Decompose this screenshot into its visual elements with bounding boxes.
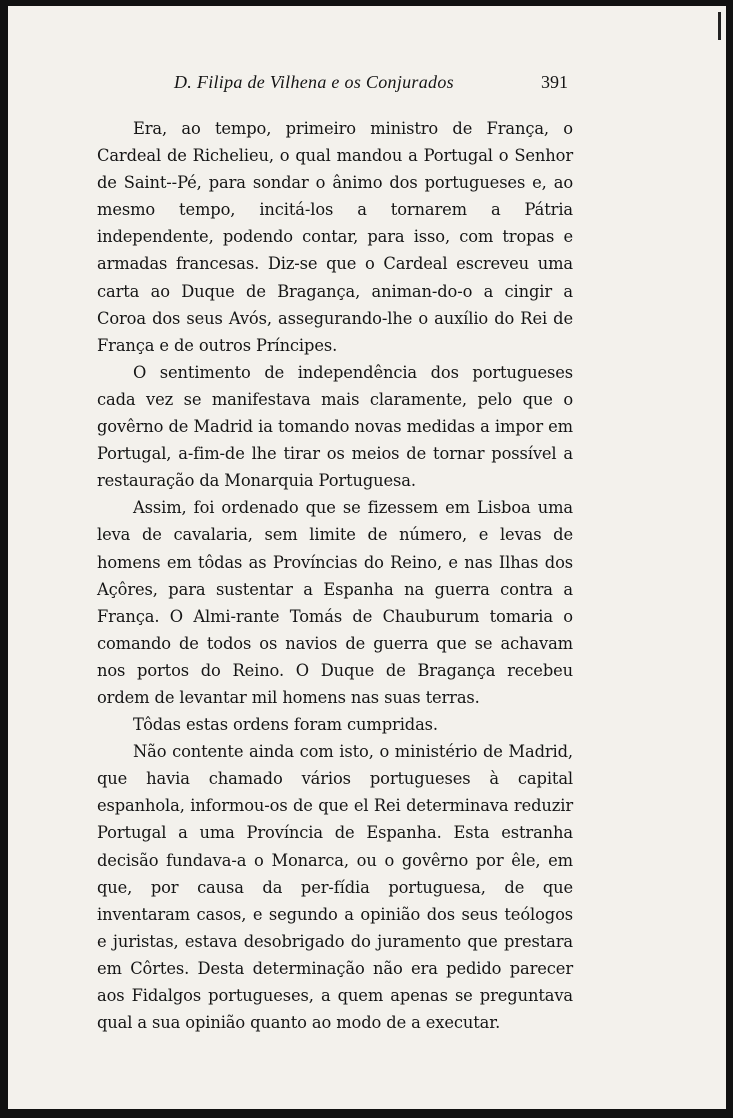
page-number: 391 xyxy=(541,72,568,92)
paragraph-2: O sentimento de independência dos portugueses cada vez se manifestava mais claramente, pelo que o govêrno de Madrid ia tomando novas medidas a impor em Portugal, a-fim-de lhe tirar os meios de tornar possível a restauração da Monarquia Portuguesa. xyxy=(97,362,573,491)
body-text xyxy=(97,115,573,1036)
paragraph-1: Era, ao tempo, primeiro ministro de França, o Cardeal de Richelieu, o qual mandou a Portugal o Senhor de Saint--Pé, para sondar o ânimo dos portugueses e, ao mesmo tempo, incitá-los a tornarem a Pátria independente, podendo contar, para isso, com tropas e armadas francesas. Diz-se que o Cardeal escreveu uma carta ao Duque de Bragança, animan-do-o a cingir a Coroa dos seus Avós, assegurando-lhe o auxílio do Rei de França e de outros Príncipes. xyxy=(97,119,573,355)
paragraph-3: Assim, foi ordenado que se fizessem em Lisboa uma leva de cavalaria, sem limite de número, e levas de homens em tôdas as Províncias do Reino, e nas Ilhas dos Açôres, para sustentar a Espanha na guerra contra a França. O Almi-rante Tomás de Chauburum tomaria o comando de todos os navios de guerra que se achavam nos portos do Reino. O Duque de Bragança recebeu ordem de levantar mil homens nas suas terras. xyxy=(97,498,573,707)
page-header xyxy=(96,72,576,100)
paragraph-5: Não contente ainda com isto, o ministério de Madrid, que havia chamado vários portugueses à capital espanhola, informou-os de que el Rei determinava reduzir Portugal a uma Província de Espanha. Esta estranha decisão fundava-a o Monarca, ou o govêrno por êle, em que, por causa da per-fídia portuguesa, de que inventaram casos, e segundo a opinião dos seus teólogos e juristas, estava desobrigado do juramento que prestara em Côrtes. Desta determinação não era pedido parecer aos Fidalgos portugueses, a quem apenas se preguntava qual a sua opinião quanto ao modo de a executar. xyxy=(97,742,573,1033)
paragraph-4: Tôdas estas ordens foram cumpridas. xyxy=(133,715,438,735)
running-title: D. Filipa de Vilhena e os Conjurados xyxy=(174,72,454,92)
scan-edge-mark xyxy=(718,12,721,40)
